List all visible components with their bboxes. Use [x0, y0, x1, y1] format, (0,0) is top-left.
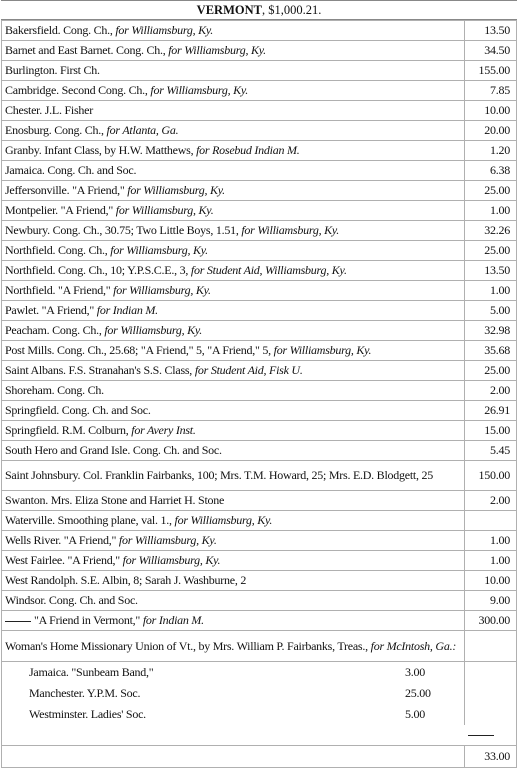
table-row [2, 61, 517, 81]
entry-designation: for Williamsburg, Ky. [174, 513, 273, 527]
entry-designation: for Student Aid, Williamsburg, Ky. [190, 263, 347, 277]
union-amount [465, 631, 517, 662]
union-text: Woman's Home Missionary Union of Vt., by Mrs. William P. Fairbanks, Treas., [5, 638, 371, 653]
entry-amount: 35.68 [465, 341, 517, 361]
sub-row [2, 704, 517, 725]
entry-amount: 155.00 [465, 61, 517, 81]
sum-rule [465, 725, 517, 746]
entry-description [2, 41, 465, 61]
table-row [2, 401, 517, 421]
table-row [2, 121, 517, 141]
entry-amount: 32.26 [465, 221, 517, 241]
entry-description [2, 401, 465, 421]
entry-description [2, 611, 465, 631]
entry-text: Peacham. Cong. Ch., [5, 323, 105, 337]
entry-text: Northfield. Cong. Ch., [5, 243, 111, 257]
table-row [2, 381, 517, 401]
entry-text: Springfield. Cong. Ch. and Soc. [5, 403, 151, 417]
entry-amount: 15.00 [465, 421, 517, 441]
entry-text: Jamaica. Cong. Ch. and Soc. [5, 163, 137, 177]
table-row [2, 571, 517, 591]
table-row [2, 321, 517, 341]
entry-amount: 1.00 [465, 551, 517, 571]
entry-description [2, 461, 465, 491]
entry-amount: 25.00 [465, 241, 517, 261]
entry-amount: 10.00 [465, 101, 517, 121]
entry-text: Newbury. Cong. Ch., 30.75; Two Little Boys, 1.51, [5, 223, 242, 237]
entry-amount: 13.50 [465, 261, 517, 281]
entry-description [2, 61, 465, 81]
entry-text: Wells River. "A Friend," [5, 533, 119, 547]
entry-description [2, 571, 465, 591]
entry-text: Jeffersonville. "A Friend," [5, 183, 128, 197]
entry-description [2, 161, 465, 181]
entry-description [2, 241, 465, 261]
entry-description [2, 21, 465, 41]
entry-designation: for Avery Inst. [131, 423, 196, 437]
entry-text: Saint Albans. F.S. Stranahan's S.S. Class, [5, 363, 195, 377]
entry-text: Post Mills. Cong. Ch., 25.68; "A Friend," 5, "A Friend," 5, [5, 343, 274, 357]
table-row [2, 531, 517, 551]
entry-text: Shoreham. Cong. Ch. [5, 383, 104, 397]
entry-text: South Hero and Grand Isle. Cong. Ch. and Soc. [5, 443, 222, 457]
entry-amount: 1.00 [465, 531, 517, 551]
sub-row [2, 662, 517, 684]
entry-text: Bakersfield. Cong. Ch., [5, 23, 116, 37]
table-row [2, 301, 517, 321]
entry-text: Windsor. Cong. Ch. and Soc. [5, 593, 138, 607]
entry-description [2, 321, 465, 341]
union-row [2, 631, 517, 662]
sub-label: Manchester. Y.P.M. Soc. [2, 683, 465, 704]
entry-description [2, 201, 465, 221]
entry-description [2, 101, 465, 121]
entry-amount: 9.00 [465, 591, 517, 611]
entry-text: Saint Johnsbury. Col. Franklin Fairbanks, 100; Mrs. T.M. Howard, 25; Mrs. E.D. Blodgett, 25 [5, 468, 434, 482]
entry-designation: for Rosebud Indian M. [196, 143, 300, 157]
entry-text: Northfield. Cong. Ch., 10; Y.P.S.C.E., 3, [5, 263, 191, 277]
entry-amount: 25.00 [465, 181, 517, 201]
entry-text: Springfield. R.M. Colburn, [5, 423, 132, 437]
sum-rule-spacer [2, 725, 465, 746]
entry-description [2, 441, 465, 461]
entry-designation: for Williamsburg, Ky. [127, 183, 225, 197]
table-row [2, 421, 517, 441]
entry-text: Waterville. Smoothing plane, val. 1., [5, 513, 175, 527]
entry-description [2, 141, 465, 161]
entry-description [2, 531, 465, 551]
entry-text: "A Friend in Vermont," [34, 613, 143, 627]
entry-description [2, 511, 465, 531]
section-heading [1, 0, 517, 20]
entry-designation: for Williamsburg, Ky. [150, 83, 249, 97]
entry-description [2, 221, 465, 241]
table-row [2, 201, 517, 221]
table-row [2, 461, 517, 491]
table-row [2, 611, 517, 631]
table-row [2, 341, 517, 361]
entry-description [2, 361, 465, 381]
entry-description [2, 491, 465, 511]
entry-amount: 26.91 [465, 401, 517, 421]
entry-amount: 32.98 [465, 321, 517, 341]
entry-amount: 7.85 [465, 81, 517, 101]
entry-description [2, 81, 465, 101]
entry-designation: for Williamsburg, Ky. [168, 43, 266, 57]
entry-text: Swanton. Mrs. Eliza Stone and Harriet H. Stone [5, 493, 225, 507]
entry-text: West Randolph. S.E. Albin, 8; Sarah J. Washburne, 2 [5, 573, 247, 587]
entry-description [2, 121, 465, 141]
table-row [2, 241, 517, 261]
union-total: 33.00 [465, 746, 517, 768]
entry-designation: for Student Aid, Fisk U. [194, 363, 303, 377]
table-row [2, 181, 517, 201]
entry-amount: 1.00 [465, 281, 517, 301]
entry-text: Granby. Infant Class, by H.W. Matthews, [5, 143, 197, 157]
contributions-body [2, 21, 517, 768]
entry-designation: for Williamsburg, Ky. [122, 553, 221, 567]
document-page [1, 0, 517, 768]
entry-text: Cambridge. Second Cong. Ch., [5, 83, 151, 97]
entry-amount: 2.00 [465, 491, 517, 511]
union-designation: for McIntosh, Ga.: [370, 638, 457, 653]
entry-amount: 25.00 [465, 361, 517, 381]
entry-designation: for Williamsburg, Ky. [115, 203, 214, 217]
table-row [2, 261, 517, 281]
union-total-row [2, 746, 517, 768]
sum-rule-line [468, 735, 494, 736]
entry-text: Montpelier. "A Friend," [5, 203, 116, 217]
table-row [2, 491, 517, 511]
entry-description [2, 591, 465, 611]
sub-amount: 5.00 [405, 704, 457, 725]
entry-description [2, 181, 465, 201]
table-row [2, 281, 517, 301]
entry-amount: 1.00 [465, 201, 517, 221]
entry-amount: 6.38 [465, 161, 517, 181]
entry-text: Northfield. "A Friend," [5, 283, 114, 297]
table-row [2, 21, 517, 41]
entry-designation: for Williamsburg, Ky. [241, 223, 339, 237]
table-row [2, 101, 517, 121]
entry-description [2, 341, 465, 361]
entry-amount: 300.00 [465, 611, 517, 631]
entry-amount: 13.50 [465, 21, 517, 41]
table-row [2, 161, 517, 181]
entry-amount: 5.45 [465, 441, 517, 461]
entry-description [2, 261, 465, 281]
sub-row [2, 683, 517, 704]
entry-amount: 34.50 [465, 41, 517, 61]
entry-designation: for Indian M. [142, 613, 204, 627]
table-row [2, 591, 517, 611]
entry-text: Chester. J.L. Fisher [5, 103, 93, 117]
union-total-spacer [2, 746, 465, 768]
entry-amount: 2.00 [465, 381, 517, 401]
state-total: , $1,000.21. [261, 3, 322, 17]
entry-amount: 20.00 [465, 121, 517, 141]
entry-description [2, 551, 465, 571]
entry-designation: for Williamsburg, Ky. [110, 243, 208, 257]
table-row [2, 81, 517, 101]
entry-description [2, 381, 465, 401]
entry-amount: 1.20 [465, 141, 517, 161]
table-row [2, 41, 517, 61]
sub-label: Westminster. Ladies' Soc. [2, 704, 465, 725]
entry-description [2, 301, 465, 321]
entry-text: Burlington. First Ch. [5, 63, 100, 77]
sub-amount: 25.00 [405, 683, 457, 704]
sub-amount: 3.00 [405, 662, 457, 684]
table-row [2, 221, 517, 241]
contributions-table [1, 20, 517, 768]
table-row [2, 361, 517, 381]
entry-amount [465, 511, 517, 531]
dash-line [5, 621, 31, 622]
entry-designation: for Indian M. [96, 303, 158, 317]
union-description [2, 631, 465, 662]
sum-rule-row [2, 725, 517, 746]
entry-text: West Fairlee. "A Friend," [5, 553, 123, 567]
entry-designation: for Atlanta, Ga. [106, 123, 179, 137]
entry-text: Enosburg. Cong. Ch., [5, 123, 107, 137]
entry-designation: for Williamsburg, Ky. [115, 23, 213, 37]
entry-description [2, 281, 465, 301]
entry-amount: 150.00 [465, 461, 517, 491]
entry-text: Pawlet. "A Friend," [5, 303, 97, 317]
table-row [2, 511, 517, 531]
table-row [2, 441, 517, 461]
table-row [2, 551, 517, 571]
entry-designation: for Williamsburg, Ky. [113, 283, 211, 297]
table-row [2, 141, 517, 161]
entry-designation: for Williamsburg, Ky. [104, 323, 202, 337]
entry-description [2, 421, 465, 441]
entry-designation: for Williamsburg, Ky. [273, 343, 372, 357]
entry-designation: for Williamsburg, Ky. [118, 533, 217, 547]
sub-label: Jamaica. "Sunbeam Band," [2, 662, 465, 684]
entry-text: Barnet and East Barnet. Cong. Ch., [5, 43, 169, 57]
entry-amount: 10.00 [465, 571, 517, 591]
entry-amount: 5.00 [465, 301, 517, 321]
state-name: VERMONT [196, 3, 262, 17]
